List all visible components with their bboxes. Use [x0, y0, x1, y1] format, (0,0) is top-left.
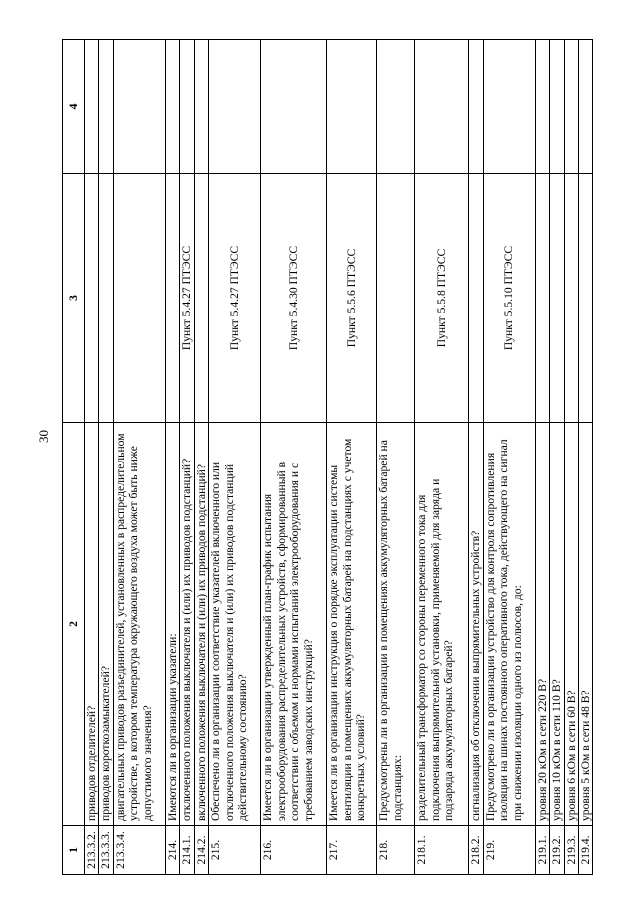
row-answer	[99, 40, 113, 174]
row-answer	[578, 40, 592, 174]
row-reference	[377, 174, 415, 423]
table-row	[535, 40, 549, 875]
row-question: сигнализация об отключении выпрямительных устройств?	[469, 423, 483, 826]
table-row	[180, 40, 194, 875]
row-answer	[165, 40, 179, 174]
table-row	[327, 40, 377, 875]
table-row	[469, 40, 483, 875]
row-number: 219.2.	[550, 826, 564, 875]
row-number: 218.1.	[415, 826, 469, 875]
row-answer	[535, 40, 549, 174]
table-row	[415, 40, 469, 875]
column-header-3: 3	[63, 174, 85, 423]
row-answer	[261, 40, 327, 174]
row-question: уровня 10 кОм в сети 110 В?	[550, 423, 564, 826]
row-question: включенного положения выключателя и (или) их приводов подстанций?	[194, 423, 208, 826]
checklist-table	[62, 39, 593, 875]
row-reference	[165, 174, 179, 423]
row-question: Имеется ли в организации инструкция о порядке эксплуатации системы вентиляции в помещениях аккумуляторных батарей на подстанциях с учетом конкретных условий?	[327, 423, 377, 826]
page-number: 30	[36, 430, 51, 443]
table-row	[194, 40, 208, 875]
row-question: Предусмотрены ли в организации в помещениях аккумуляторных батарей на подстанциях:	[377, 423, 415, 826]
row-reference	[564, 174, 578, 423]
row-question: Имеются ли в организации указатели:	[165, 423, 179, 826]
row-reference: Пункт 5.5.6 ПТЭСС	[327, 174, 377, 423]
row-number: 219.	[483, 826, 535, 875]
row-question: разделительный трансформатор со стороны переменного тока для подключения выпрямительной установки, применяемой для заряда и подзаряда аккумуляторных батарей?	[415, 423, 469, 826]
row-number: 217.	[327, 826, 377, 875]
row-reference	[194, 174, 208, 423]
row-reference	[550, 174, 564, 423]
row-question: Обеспечено ли в организации соответствие указателей включенного или отключенного положения выключателя и (или) их приводов подстанций действительному состоянию?	[209, 423, 261, 826]
row-reference: Пункт 5.5.8 ПТЭСС	[415, 174, 469, 423]
rotated-table-container	[62, 40, 592, 875]
table-row	[99, 40, 113, 875]
row-number: 219.3.	[564, 826, 578, 875]
table-row	[550, 40, 564, 875]
row-answer	[483, 40, 535, 174]
row-number: 219.1.	[535, 826, 549, 875]
row-reference	[85, 174, 99, 423]
row-question: приводов отделителей?	[85, 423, 99, 826]
row-reference: Пункт 5.5.10 ПТЭСС	[483, 174, 535, 423]
row-number: 214.	[165, 826, 179, 875]
column-header-2: 2	[63, 423, 85, 826]
row-reference: Пункт 5.4.27 ПТЭСС	[209, 174, 261, 423]
table-row	[85, 40, 99, 875]
table-row	[113, 40, 165, 875]
row-reference	[578, 174, 592, 423]
row-number: 213.3.2.	[85, 826, 99, 875]
row-question: уровня 20 кОм в сети 220 В?	[535, 423, 549, 826]
row-question: уровня 6 кОм в сети 60 В?	[564, 423, 578, 826]
row-number: 218.	[377, 826, 415, 875]
row-answer	[194, 40, 208, 174]
row-question: двигательных приводов разъединителей, установленных в распределительном устройстве, в котором температура окружающего воздуха может быть ниже допустимого значения?	[113, 423, 165, 826]
row-answer	[550, 40, 564, 174]
row-number: 218.2.	[469, 826, 483, 875]
table-row	[165, 40, 179, 875]
row-question: уровня 5 кОм в сети 48 В?	[578, 423, 592, 826]
column-header-1: 1	[63, 826, 85, 875]
table-row	[377, 40, 415, 875]
row-answer	[180, 40, 194, 174]
table-row	[578, 40, 592, 875]
row-reference: Пункт 5.4.27 ПТЭСС	[180, 174, 194, 423]
row-answer	[85, 40, 99, 174]
table-row	[564, 40, 578, 875]
header-row	[63, 40, 85, 875]
row-reference: Пункт 5.4.30 ПТЭСС	[261, 174, 327, 423]
row-reference	[469, 174, 483, 423]
row-question: отключенного положения выключателя и (или) их приводов подстанций?	[180, 423, 194, 826]
row-answer	[564, 40, 578, 174]
row-answer	[469, 40, 483, 174]
row-answer	[209, 40, 261, 174]
row-answer	[377, 40, 415, 174]
table-row	[261, 40, 327, 875]
row-number: 214.1.	[180, 826, 194, 875]
table-row	[209, 40, 261, 875]
row-question: приводов короткозамыкателей?	[99, 423, 113, 826]
row-number: 213.3.3.	[99, 826, 113, 875]
row-question: Имеется ли в организации утвержденный план-график испытания электрооборудования распределительных устройств, сформированный в соответствии с объемом и нормами испытаний электрооборудования и с требованием заводских инструкций?	[261, 423, 327, 826]
row-answer	[415, 40, 469, 174]
row-number: 214.2.	[194, 826, 208, 875]
row-answer	[113, 40, 165, 174]
column-header-4: 4	[63, 40, 85, 174]
row-number: 216.	[261, 826, 327, 875]
row-number: 219.4.	[578, 826, 592, 875]
row-reference	[99, 174, 113, 423]
row-reference	[535, 174, 549, 423]
row-question: Предусмотрено ли в организации устройство для контроля сопротивления изоляции на шинах постоянного оперативного тока, действующего на сигнал при снижении изоляции одного из полюсов, до:	[483, 423, 535, 826]
table-row	[483, 40, 535, 875]
row-number: 213.3.4.	[113, 826, 165, 875]
row-answer	[327, 40, 377, 174]
row-reference	[113, 174, 165, 423]
row-number: 215.	[209, 826, 261, 875]
